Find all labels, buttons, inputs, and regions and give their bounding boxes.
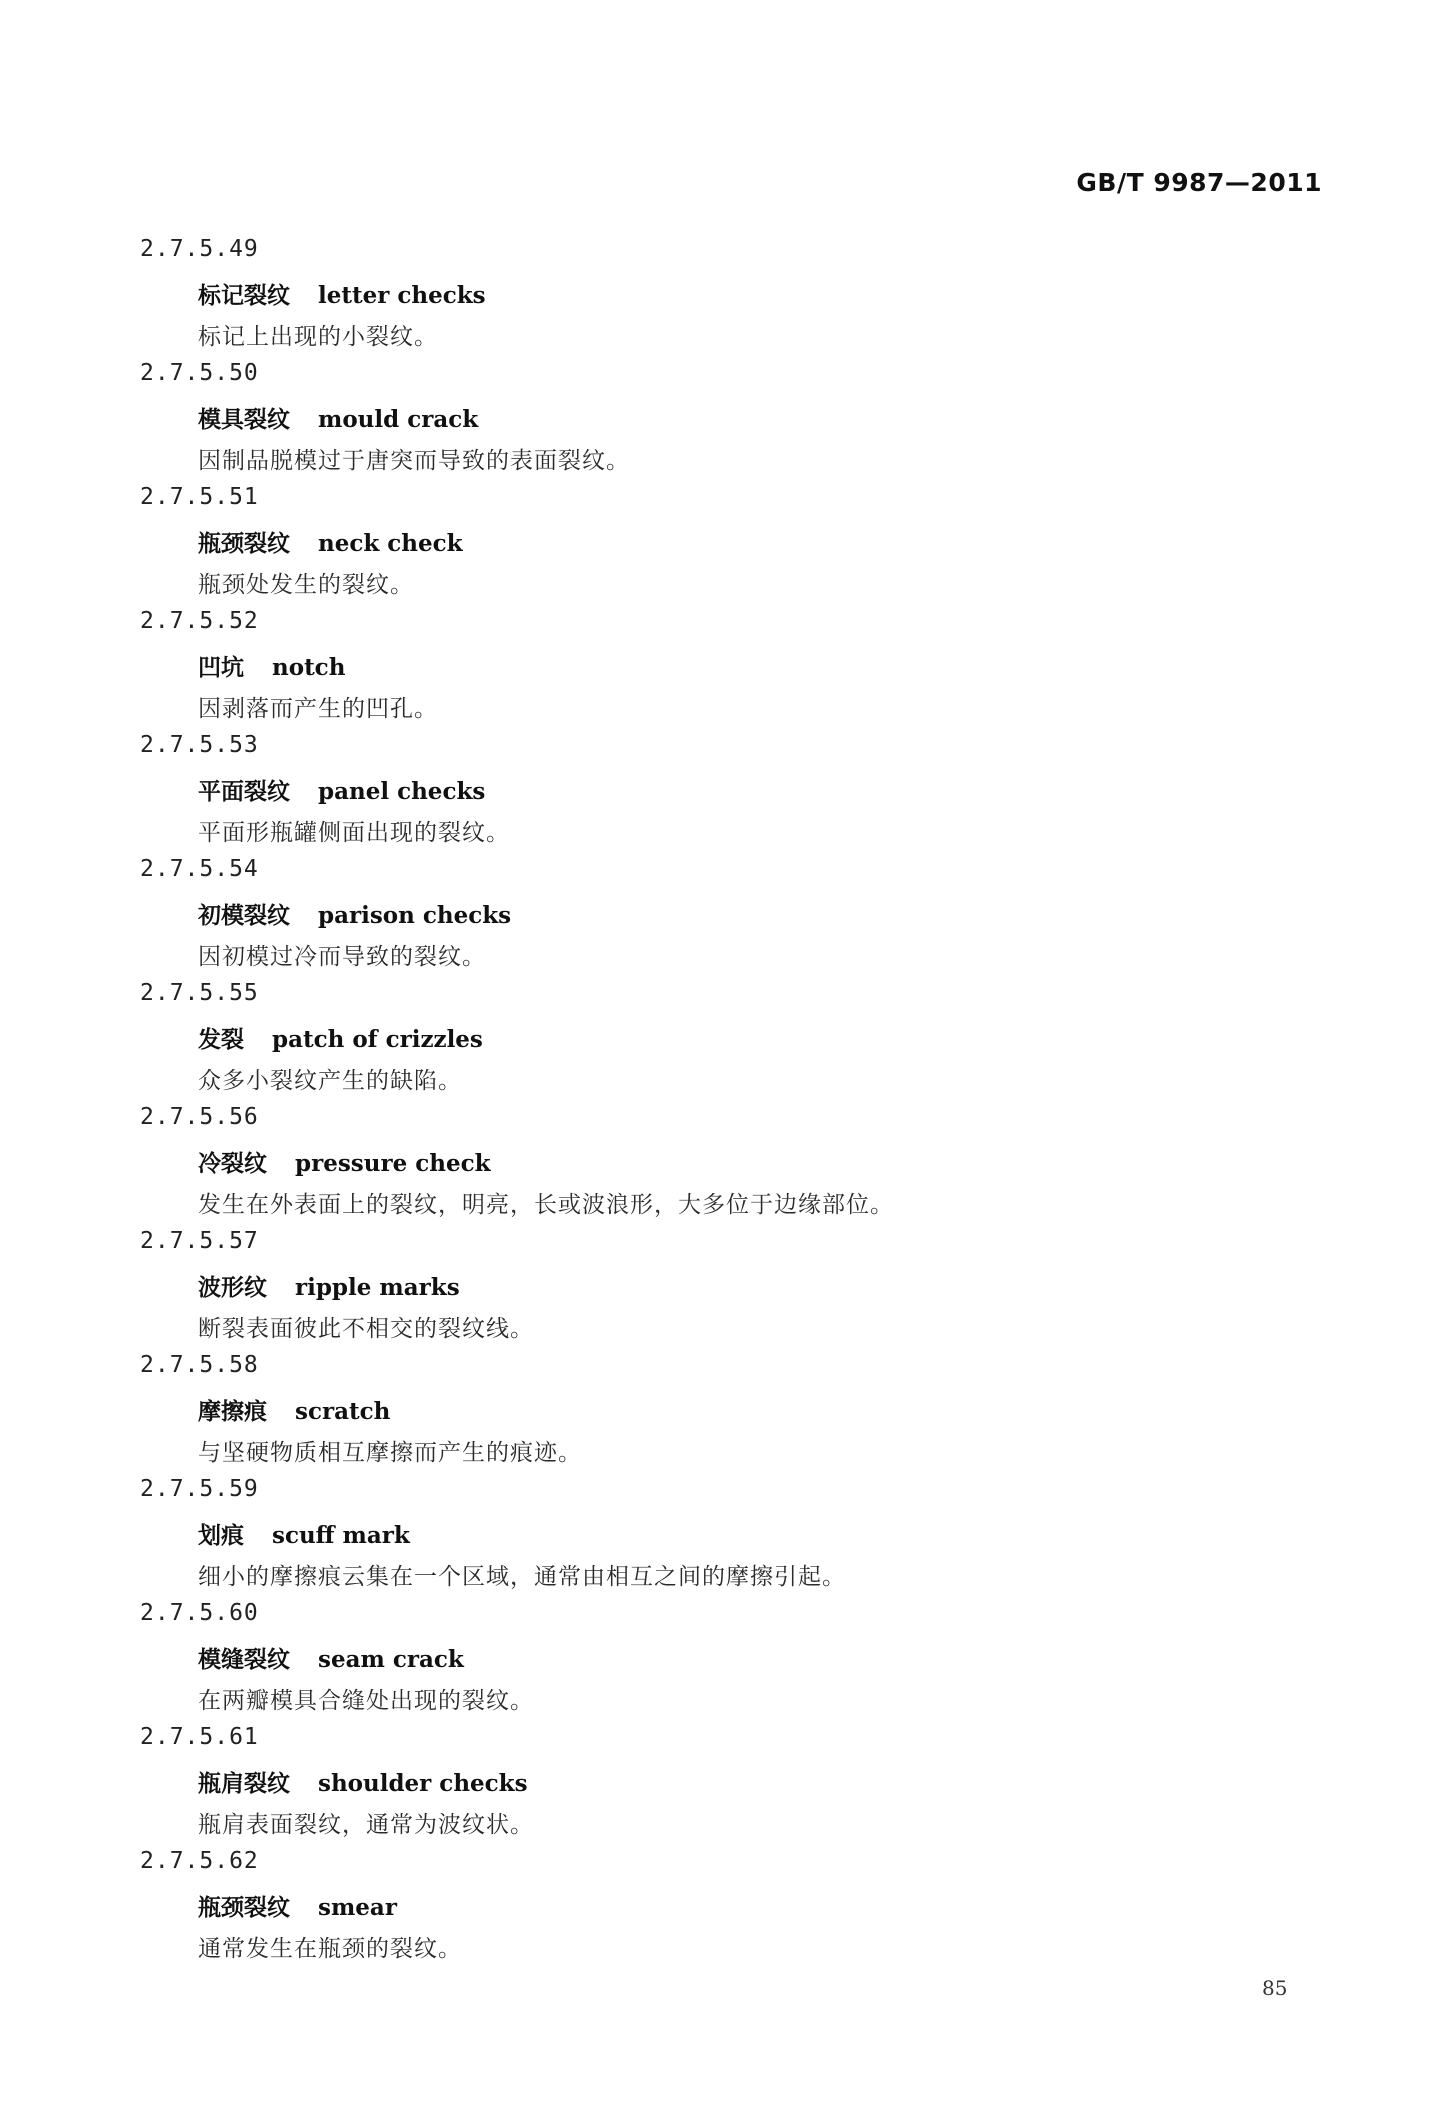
term-english: panel checks xyxy=(318,778,486,805)
term-entry xyxy=(140,236,1320,360)
term-english: scuff mark xyxy=(272,1522,410,1549)
term-entry xyxy=(140,1600,1320,1724)
term-english: smear xyxy=(318,1894,397,1921)
term-entry xyxy=(140,360,1320,484)
term-chinese: 初模裂纹 xyxy=(198,902,290,929)
term-english: mould crack xyxy=(318,406,479,433)
entry-term xyxy=(198,277,486,310)
term-entry xyxy=(140,1848,1320,1972)
entry-definition: 与坚硬物质相互摩擦而产生的痕迹。 xyxy=(198,1440,582,1466)
term-chinese: 模具裂纹 xyxy=(198,406,290,433)
entry-definition: 细小的摩擦痕云集在一个区域，通常由相互之间的摩擦引起。 xyxy=(198,1564,846,1590)
page-number: 85 xyxy=(1262,1976,1288,2000)
entry-number: 2.7.5.55 xyxy=(140,980,259,1006)
entry-definition: 标记上出现的小裂纹。 xyxy=(198,324,438,350)
term-chinese: 波形纹 xyxy=(198,1274,267,1301)
term-english: ripple marks xyxy=(295,1274,460,1301)
term-chinese: 划痕 xyxy=(198,1522,244,1549)
entry-number: 2.7.5.53 xyxy=(140,732,259,758)
term-chinese: 模缝裂纹 xyxy=(198,1646,290,1673)
term-entry xyxy=(140,484,1320,608)
term-entry xyxy=(140,980,1320,1104)
entry-term xyxy=(198,897,511,930)
entry-definition: 瓶肩表面裂纹，通常为波纹状。 xyxy=(198,1812,534,1838)
entry-term xyxy=(198,1765,528,1798)
term-english: neck check xyxy=(318,530,463,557)
entry-number: 2.7.5.61 xyxy=(140,1724,259,1750)
term-chinese: 标记裂纹 xyxy=(198,282,290,309)
term-english: seam crack xyxy=(318,1646,464,1673)
term-english: pressure check xyxy=(295,1150,491,1177)
entry-term xyxy=(198,773,485,806)
entry-definition: 断裂表面彼此不相交的裂纹线。 xyxy=(198,1316,534,1342)
entry-definition: 瓶颈处发生的裂纹。 xyxy=(198,572,414,598)
entry-number: 2.7.5.59 xyxy=(140,1476,259,1502)
term-chinese: 凹坑 xyxy=(198,654,244,681)
entry-definition: 因制品脱模过于唐突而导致的表面裂纹。 xyxy=(198,448,630,474)
entry-number: 2.7.5.62 xyxy=(140,1848,259,1874)
entry-definition: 因初模过冷而导致的裂纹。 xyxy=(198,944,486,970)
term-chinese: 平面裂纹 xyxy=(198,778,290,805)
entry-number: 2.7.5.54 xyxy=(140,856,259,882)
entry-definition: 发生在外表面上的裂纹，明亮，长或波浪形，大多位于边缘部位。 xyxy=(198,1192,894,1218)
term-entry xyxy=(140,1104,1320,1228)
term-english: patch of crizzles xyxy=(272,1026,483,1053)
term-entry xyxy=(140,1352,1320,1476)
entry-term xyxy=(198,649,345,682)
term-english: scratch xyxy=(295,1398,391,1425)
term-list xyxy=(140,236,1320,1972)
entry-definition: 在两瓣模具合缝处出现的裂纹。 xyxy=(198,1688,534,1714)
entry-number: 2.7.5.50 xyxy=(140,360,259,386)
entry-number: 2.7.5.57 xyxy=(140,1228,259,1254)
term-english: parison checks xyxy=(318,902,512,929)
entry-term xyxy=(198,401,478,434)
entry-number: 2.7.5.49 xyxy=(140,236,259,262)
term-entry xyxy=(140,1476,1320,1600)
entry-term xyxy=(198,1145,491,1178)
entry-definition: 通常发生在瓶颈的裂纹。 xyxy=(198,1936,462,1962)
entry-term xyxy=(198,1517,410,1550)
term-chinese: 瓶肩裂纹 xyxy=(198,1770,290,1797)
term-english: notch xyxy=(272,654,346,681)
term-chinese: 冷裂纹 xyxy=(198,1150,267,1177)
term-entry xyxy=(140,1228,1320,1352)
entry-number: 2.7.5.58 xyxy=(140,1352,259,1378)
entry-number: 2.7.5.51 xyxy=(140,484,259,510)
entry-term xyxy=(198,1641,464,1674)
term-chinese: 摩擦痕 xyxy=(198,1398,267,1425)
entry-term xyxy=(198,1393,390,1426)
term-english: letter checks xyxy=(318,282,486,309)
entry-number: 2.7.5.56 xyxy=(140,1104,259,1130)
term-chinese: 发裂 xyxy=(198,1026,244,1053)
term-entry xyxy=(140,608,1320,732)
entry-term xyxy=(198,1021,483,1054)
term-entry xyxy=(140,1724,1320,1848)
entry-definition: 平面形瓶罐侧面出现的裂纹。 xyxy=(198,820,510,846)
entry-term xyxy=(198,1889,397,1922)
term-english: shoulder checks xyxy=(318,1770,528,1797)
entry-definition: 众多小裂纹产生的缺陷。 xyxy=(198,1068,462,1094)
entry-number: 2.7.5.52 xyxy=(140,608,259,634)
entry-term xyxy=(198,1269,460,1302)
term-entry xyxy=(140,732,1320,856)
standard-code: GB/T 9987—2011 xyxy=(1076,168,1322,197)
entry-term xyxy=(198,525,463,558)
term-entry xyxy=(140,856,1320,980)
entry-number: 2.7.5.60 xyxy=(140,1600,259,1626)
term-chinese: 瓶颈裂纹 xyxy=(198,530,290,557)
term-chinese: 瓶颈裂纹 xyxy=(198,1894,290,1921)
entry-definition: 因剥落而产生的凹孔。 xyxy=(198,696,438,722)
